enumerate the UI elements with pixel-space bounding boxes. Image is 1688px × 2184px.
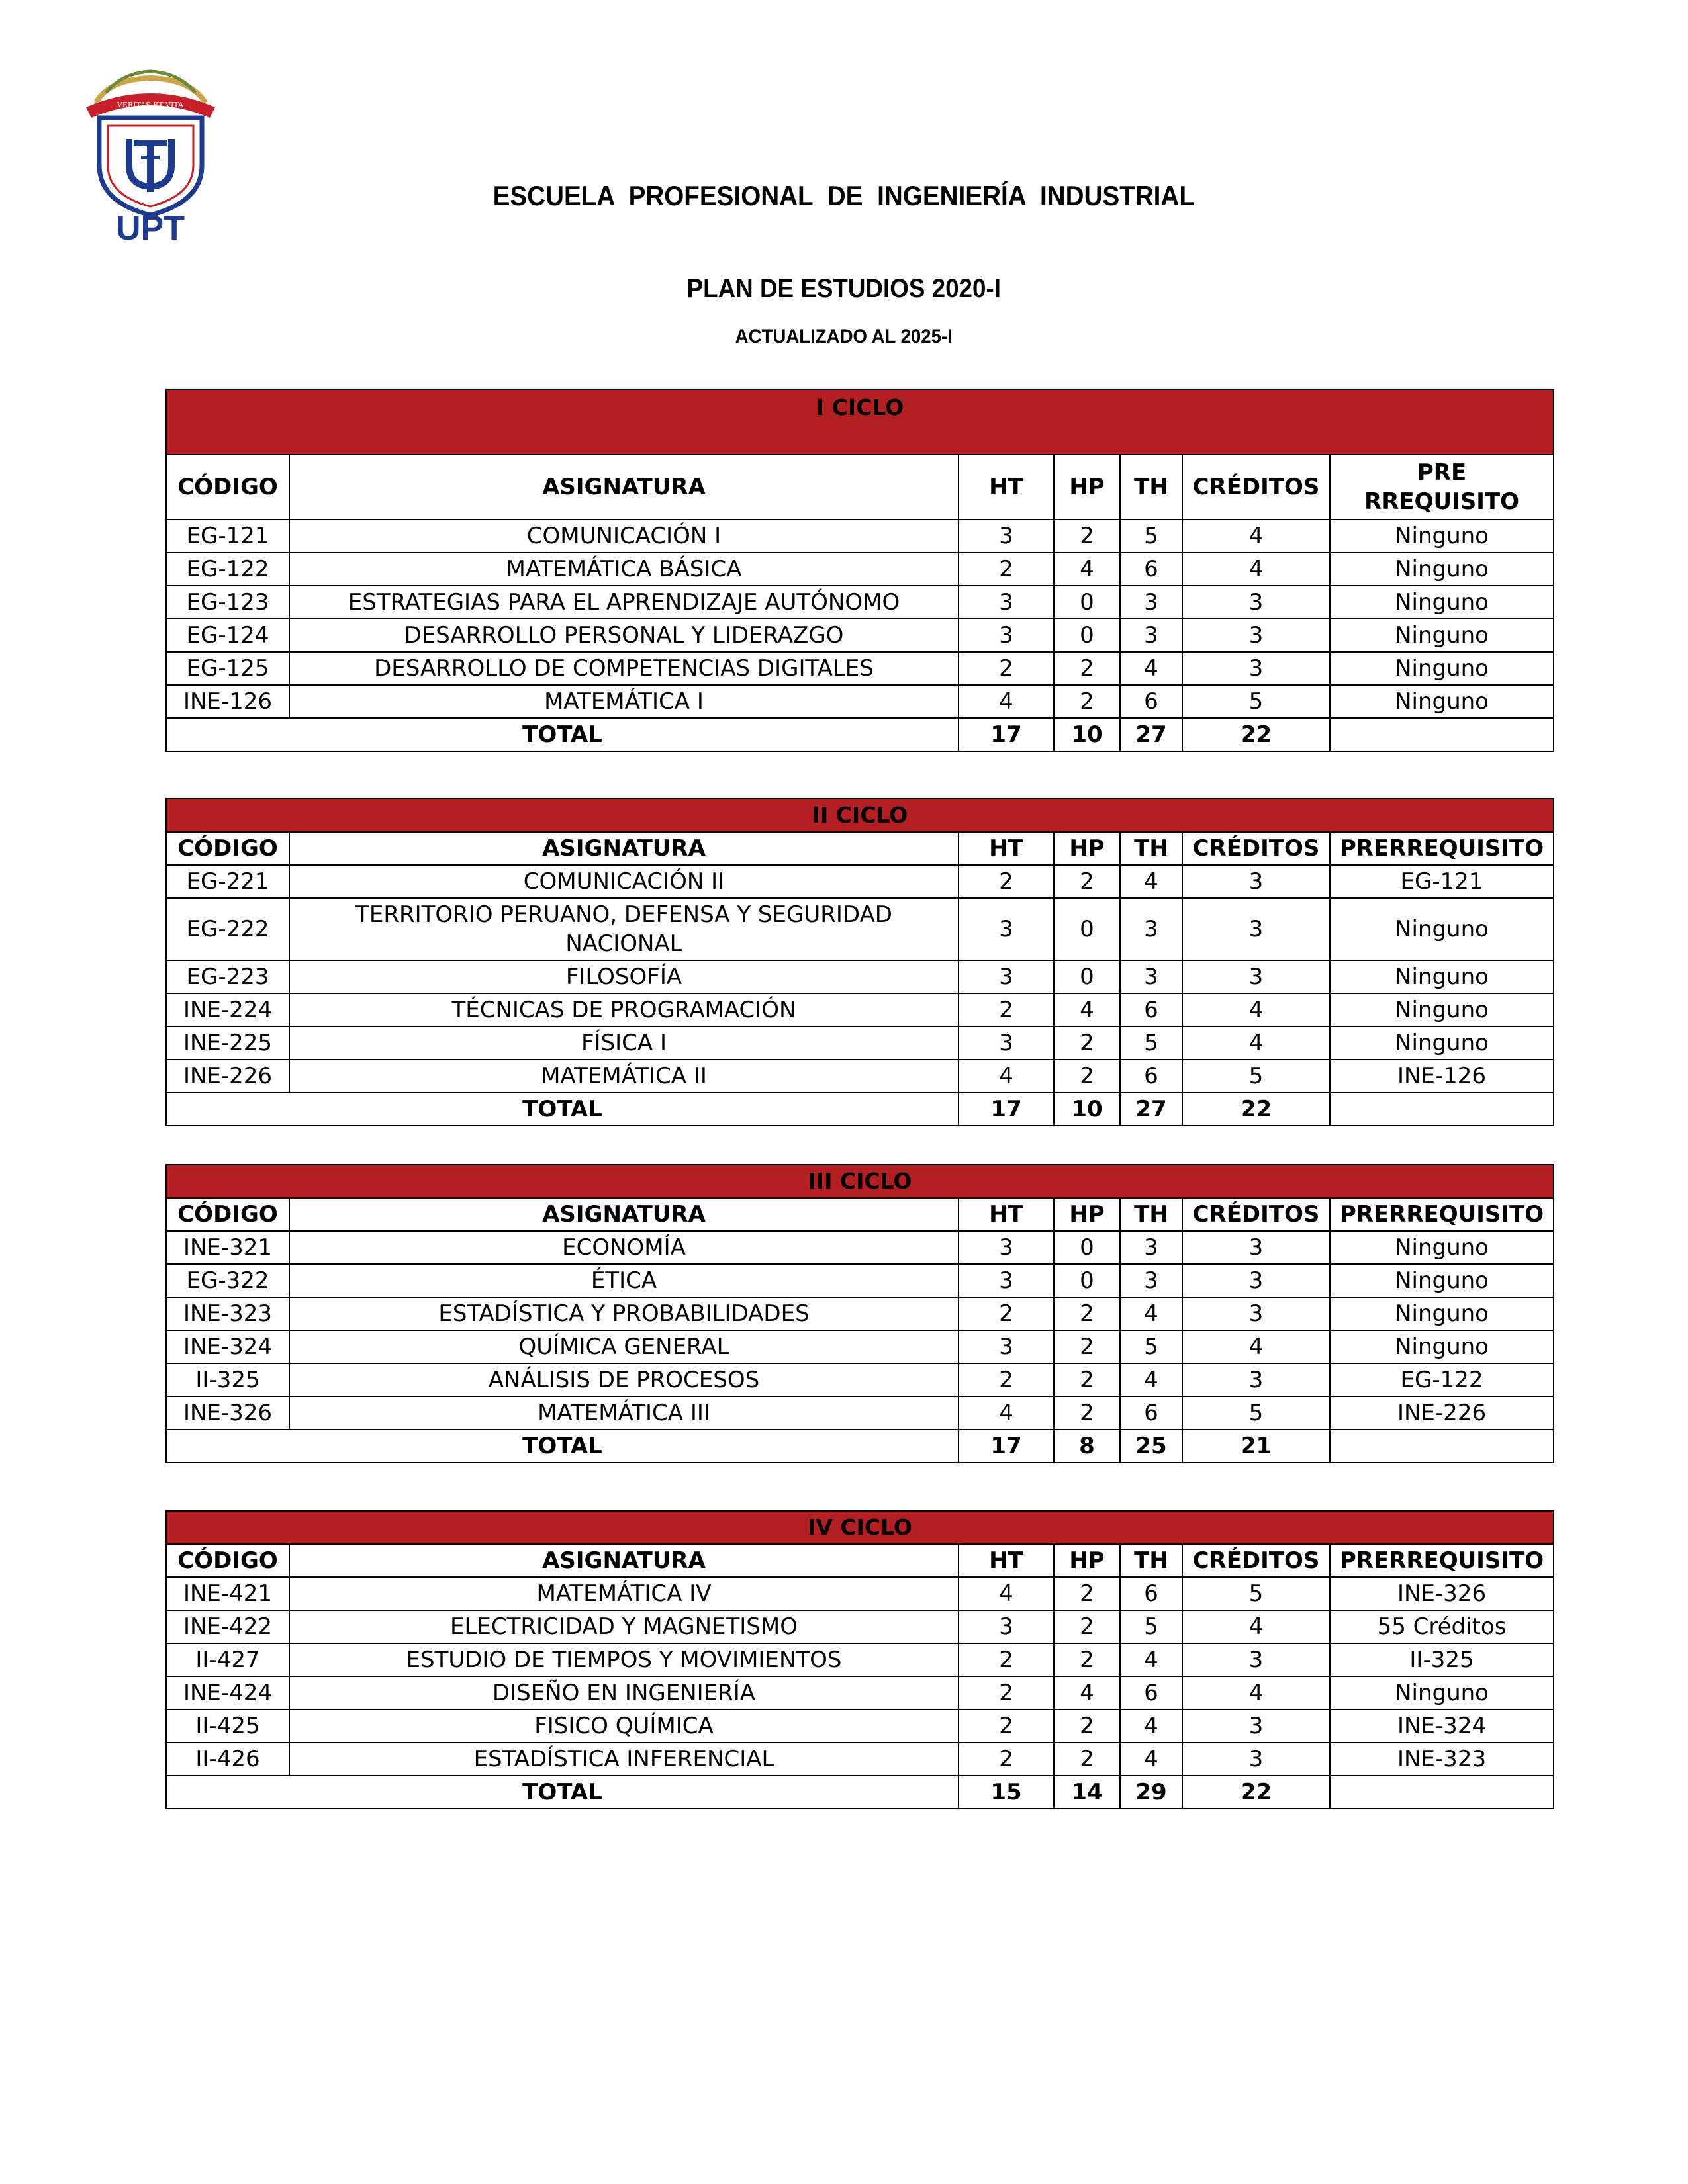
course-prereq: Ninguno — [1330, 619, 1554, 652]
course-prereq: Ninguno — [1330, 1264, 1554, 1297]
course-prereq: II-325 — [1330, 1643, 1554, 1676]
course-credits: 4 — [1182, 1676, 1330, 1709]
course-subject: DESARROLLO PERSONAL Y LIDERAZGO — [289, 619, 959, 652]
col-header-code: CÓDIGO — [166, 455, 289, 520]
course-prereq: EG-121 — [1330, 865, 1554, 898]
course-prereq: Ninguno — [1330, 898, 1554, 960]
course-hp: 2 — [1054, 1396, 1120, 1430]
course-subject: ESTUDIO DE TIEMPOS Y MOVIMIENTOS — [289, 1643, 959, 1676]
course-hp: 0 — [1054, 1264, 1120, 1297]
course-th: 3 — [1120, 586, 1182, 619]
course-row — [166, 1396, 1554, 1430]
course-th: 6 — [1120, 993, 1182, 1026]
course-credits: 3 — [1182, 1231, 1330, 1264]
course-subject: ELECTRICIDAD Y MAGNETISMO — [289, 1610, 959, 1643]
total-label: TOTAL — [166, 718, 959, 751]
course-subject: ECONOMÍA — [289, 1231, 959, 1264]
col-header-ht: HT — [959, 1198, 1054, 1231]
course-code: EG-123 — [166, 586, 289, 619]
course-th: 3 — [1120, 619, 1182, 652]
total-ht: 17 — [959, 1430, 1054, 1463]
school-name: ESCUELA PROFESIONAL DE INGENIERÍA INDUSTRIAL — [492, 180, 1195, 211]
total-th: 27 — [1120, 718, 1182, 751]
course-code: INE-126 — [166, 685, 289, 718]
course-row — [166, 1363, 1554, 1396]
total-label: TOTAL — [166, 1093, 959, 1126]
col-header-hp: HP — [1054, 455, 1120, 520]
course-ht: 4 — [959, 1396, 1054, 1430]
course-prereq: Ninguno — [1330, 993, 1554, 1026]
col-header-subject: ASIGNATURA — [289, 832, 959, 865]
course-th: 3 — [1120, 898, 1182, 960]
course-prereq: INE-323 — [1330, 1743, 1554, 1776]
course-row — [166, 1709, 1554, 1743]
course-prereq: Ninguno — [1330, 553, 1554, 586]
course-credits: 3 — [1182, 1363, 1330, 1396]
total-prereq — [1330, 1430, 1554, 1463]
course-th: 4 — [1120, 1363, 1182, 1396]
course-subject: FÍSICA I — [289, 1026, 959, 1060]
course-ht: 2 — [959, 1643, 1054, 1676]
total-prereq — [1330, 718, 1554, 751]
course-hp: 2 — [1054, 865, 1120, 898]
course-code: EG-125 — [166, 652, 289, 685]
course-code: INE-226 — [166, 1060, 289, 1093]
total-ht: 15 — [959, 1776, 1054, 1809]
course-ht: 2 — [959, 553, 1054, 586]
course-hp: 0 — [1054, 960, 1120, 993]
total-th: 27 — [1120, 1093, 1182, 1126]
cycle-rows — [166, 520, 1554, 718]
course-row — [166, 1026, 1554, 1060]
col-header-hp: HP — [1054, 1544, 1120, 1577]
course-code: INE-321 — [166, 1231, 289, 1264]
course-credits: 3 — [1182, 960, 1330, 993]
course-prereq: Ninguno — [1330, 1297, 1554, 1330]
course-ht: 3 — [959, 1264, 1054, 1297]
course-row — [166, 865, 1554, 898]
course-subject: ESTADÍSTICA Y PROBABILIDADES — [289, 1297, 959, 1330]
course-th: 4 — [1120, 652, 1182, 685]
course-credits: 3 — [1182, 1264, 1330, 1297]
course-subject: DESARROLLO DE COMPETENCIAS DIGITALES — [289, 652, 959, 685]
course-code: II-427 — [166, 1643, 289, 1676]
course-hp: 2 — [1054, 1060, 1120, 1093]
course-hp: 4 — [1054, 993, 1120, 1026]
col-header-prereq — [1330, 455, 1554, 520]
total-credits: 21 — [1182, 1430, 1330, 1463]
course-row — [166, 619, 1554, 652]
cycle-table-4 — [165, 1510, 1554, 1809]
course-ht: 3 — [959, 619, 1054, 652]
total-credits: 22 — [1182, 718, 1330, 751]
course-hp: 0 — [1054, 1231, 1120, 1264]
course-credits: 4 — [1182, 1330, 1330, 1363]
total-th: 25 — [1120, 1430, 1182, 1463]
course-credits: 3 — [1182, 898, 1330, 960]
course-subject: TÉCNICAS DE PROGRAMACIÓN — [289, 993, 959, 1026]
course-ht: 2 — [959, 1363, 1054, 1396]
course-row — [166, 1643, 1554, 1676]
course-code: INE-421 — [166, 1577, 289, 1610]
course-th: 4 — [1120, 1709, 1182, 1743]
course-hp: 2 — [1054, 1709, 1120, 1743]
course-th: 4 — [1120, 1643, 1182, 1676]
course-ht: 2 — [959, 1297, 1054, 1330]
course-prereq: Ninguno — [1330, 685, 1554, 718]
course-hp: 2 — [1054, 1330, 1120, 1363]
cycle-rows — [166, 1577, 1554, 1776]
col-header-code: CÓDIGO — [166, 832, 289, 865]
col-header-th: TH — [1120, 832, 1182, 865]
course-th: 5 — [1120, 1026, 1182, 1060]
course-subject: ÉTICA — [289, 1264, 959, 1297]
course-ht: 3 — [959, 586, 1054, 619]
course-code: EG-223 — [166, 960, 289, 993]
course-ht: 4 — [959, 1060, 1054, 1093]
course-row — [166, 1676, 1554, 1709]
course-ht: 2 — [959, 1743, 1054, 1776]
course-hp: 2 — [1054, 1026, 1120, 1060]
course-hp: 2 — [1054, 520, 1120, 553]
course-code: II-426 — [166, 1743, 289, 1776]
course-ht: 4 — [959, 1577, 1054, 1610]
course-prereq: Ninguno — [1330, 1231, 1554, 1264]
course-hp: 2 — [1054, 1743, 1120, 1776]
course-ht: 2 — [959, 865, 1054, 898]
course-prereq: EG-122 — [1330, 1363, 1554, 1396]
col-header-th: TH — [1120, 1544, 1182, 1577]
total-ht: 17 — [959, 718, 1054, 751]
course-row — [166, 1297, 1554, 1330]
course-hp: 4 — [1054, 1676, 1120, 1709]
course-subject: TERRITORIO PERUANO, DEFENSA Y SEGURIDAD NACIONAL — [289, 898, 959, 960]
course-credits: 3 — [1182, 1709, 1330, 1743]
cycle-rows — [166, 865, 1554, 1093]
course-th: 4 — [1120, 865, 1182, 898]
col-header-credits: CRÉDITOS — [1182, 1198, 1330, 1231]
total-label: TOTAL — [166, 1776, 959, 1809]
upt-logo — [70, 66, 232, 245]
course-prereq: 55 Créditos — [1330, 1610, 1554, 1643]
course-prereq: INE-326 — [1330, 1577, 1554, 1610]
course-ht: 2 — [959, 1709, 1054, 1743]
course-row — [166, 1231, 1554, 1264]
course-ht: 2 — [959, 652, 1054, 685]
course-ht: 3 — [959, 1330, 1054, 1363]
total-hp: 10 — [1054, 718, 1120, 751]
total-th: 29 — [1120, 1776, 1182, 1809]
course-subject: ESTRATEGIAS PARA EL APRENDIZAJE AUTÓNOMO — [289, 586, 959, 619]
course-hp: 2 — [1054, 1610, 1120, 1643]
course-hp: 0 — [1054, 586, 1120, 619]
course-th: 5 — [1120, 520, 1182, 553]
col-header-th: TH — [1120, 455, 1182, 520]
course-credits: 4 — [1182, 1610, 1330, 1643]
course-hp: 0 — [1054, 619, 1120, 652]
course-th: 4 — [1120, 1743, 1182, 1776]
course-hp: 2 — [1054, 685, 1120, 718]
course-credits: 3 — [1182, 1297, 1330, 1330]
course-th: 5 — [1120, 1330, 1182, 1363]
course-prereq: Ninguno — [1330, 1026, 1554, 1060]
course-hp: 2 — [1054, 1297, 1120, 1330]
total-label: TOTAL — [166, 1430, 959, 1463]
col-header-hp: HP — [1054, 1198, 1120, 1231]
course-credits: 4 — [1182, 1026, 1330, 1060]
course-subject: FILOSOFÍA — [289, 960, 959, 993]
course-prereq: INE-126 — [1330, 1060, 1554, 1093]
course-code: EG-122 — [166, 553, 289, 586]
total-prereq — [1330, 1093, 1554, 1126]
course-row — [166, 960, 1554, 993]
course-hp: 2 — [1054, 1643, 1120, 1676]
cycle-title: II CICLO — [166, 799, 1554, 832]
course-th: 4 — [1120, 1297, 1182, 1330]
col-header-credits: CRÉDITOS — [1182, 832, 1330, 865]
col-header-subject: ASIGNATURA — [289, 455, 959, 520]
course-ht: 4 — [959, 685, 1054, 718]
course-hp: 4 — [1054, 553, 1120, 586]
total-hp: 10 — [1054, 1093, 1120, 1126]
col-header-hp: HP — [1054, 832, 1120, 865]
cycle-title: I CICLO — [166, 390, 1554, 455]
course-credits: 5 — [1182, 1060, 1330, 1093]
logo-motto: VERITAS ET VITA — [117, 101, 184, 109]
course-prereq: Ninguno — [1330, 586, 1554, 619]
course-prereq: INE-324 — [1330, 1709, 1554, 1743]
course-prereq: Ninguno — [1330, 520, 1554, 553]
col-header-prereq-line1: PRE — [1417, 459, 1467, 486]
total-hp: 14 — [1054, 1776, 1120, 1809]
course-code: II-425 — [166, 1709, 289, 1743]
course-credits: 5 — [1182, 1577, 1330, 1610]
course-code: INE-424 — [166, 1676, 289, 1709]
course-credits: 4 — [1182, 553, 1330, 586]
cycle-table-3 — [165, 1164, 1554, 1463]
course-subject: MATEMÁTICA II — [289, 1060, 959, 1093]
course-th: 3 — [1120, 1231, 1182, 1264]
course-ht: 3 — [959, 1610, 1054, 1643]
course-prereq: INE-226 — [1330, 1396, 1554, 1430]
course-th: 3 — [1120, 960, 1182, 993]
cycle-table-2 — [165, 798, 1554, 1126]
course-hp: 2 — [1054, 1363, 1120, 1396]
course-prereq: Ninguno — [1330, 652, 1554, 685]
course-credits: 4 — [1182, 520, 1330, 553]
col-header-ht: HT — [959, 1544, 1054, 1577]
col-header-ht: HT — [959, 455, 1054, 520]
course-th: 6 — [1120, 553, 1182, 586]
course-subject: COMUNICACIÓN I — [289, 520, 959, 553]
cycle-title: III CICLO — [166, 1165, 1554, 1198]
course-th: 6 — [1120, 1060, 1182, 1093]
col-header-th: TH — [1120, 1198, 1182, 1231]
col-header-prereq-line2: RREQUISITO — [1364, 488, 1520, 515]
course-hp: 2 — [1054, 1577, 1120, 1610]
col-header-subject: ASIGNATURA — [289, 1198, 959, 1231]
total-credits: 22 — [1182, 1776, 1330, 1809]
course-subject: DISEÑO EN INGENIERÍA — [289, 1676, 959, 1709]
course-row — [166, 1264, 1554, 1297]
updated-label: ACTUALIZADO AL 2025-I — [735, 326, 953, 347]
course-ht: 3 — [959, 520, 1054, 553]
course-subject: MATEMÁTICA III — [289, 1396, 959, 1430]
course-code: INE-224 — [166, 993, 289, 1026]
col-header-ht: HT — [959, 832, 1054, 865]
col-header-prereq: PRERREQUISITO — [1330, 832, 1554, 865]
course-subject: ANÁLISIS DE PROCESOS — [289, 1363, 959, 1396]
course-credits: 3 — [1182, 652, 1330, 685]
course-subject: FISICO QUÍMICA — [289, 1709, 959, 1743]
course-ht: 3 — [959, 1231, 1054, 1264]
course-row — [166, 898, 1554, 960]
course-subject: COMUNICACIÓN II — [289, 865, 959, 898]
course-code: INE-422 — [166, 1610, 289, 1643]
course-code: INE-326 — [166, 1396, 289, 1430]
course-row — [166, 1610, 1554, 1643]
course-th: 6 — [1120, 1396, 1182, 1430]
course-ht: 3 — [959, 898, 1054, 960]
course-th: 6 — [1120, 685, 1182, 718]
course-code: INE-323 — [166, 1297, 289, 1330]
total-hp: 8 — [1054, 1430, 1120, 1463]
course-row — [166, 993, 1554, 1026]
col-header-code: CÓDIGO — [166, 1198, 289, 1231]
course-credits: 4 — [1182, 993, 1330, 1026]
col-header-credits: CRÉDITOS — [1182, 455, 1330, 520]
course-row — [166, 1577, 1554, 1610]
course-hp: 0 — [1054, 898, 1120, 960]
course-credits: 5 — [1182, 1396, 1330, 1430]
col-header-credits: CRÉDITOS — [1182, 1544, 1330, 1577]
course-code: INE-225 — [166, 1026, 289, 1060]
course-row — [166, 553, 1554, 586]
course-row — [166, 685, 1554, 718]
course-code: INE-324 — [166, 1330, 289, 1363]
course-th: 3 — [1120, 1264, 1182, 1297]
course-ht: 2 — [959, 1676, 1054, 1709]
course-code: EG-222 — [166, 898, 289, 960]
course-subject: MATEMÁTICA BÁSICA — [289, 553, 959, 586]
course-code: EG-221 — [166, 865, 289, 898]
course-subject: ESTADÍSTICA INFERENCIAL — [289, 1743, 959, 1776]
course-credits: 3 — [1182, 865, 1330, 898]
col-header-prereq: PRERREQUISITO — [1330, 1544, 1554, 1577]
col-header-subject: ASIGNATURA — [289, 1544, 959, 1577]
cycle-title: IV CICLO — [166, 1511, 1554, 1544]
course-credits: 5 — [1182, 685, 1330, 718]
course-credits: 3 — [1182, 1743, 1330, 1776]
total-credits: 22 — [1182, 1093, 1330, 1126]
col-header-code: CÓDIGO — [166, 1544, 289, 1577]
course-row — [166, 586, 1554, 619]
course-th: 6 — [1120, 1577, 1182, 1610]
course-subject: MATEMÁTICA IV — [289, 1577, 959, 1610]
course-ht: 3 — [959, 1026, 1054, 1060]
course-code: EG-124 — [166, 619, 289, 652]
course-credits: 3 — [1182, 1643, 1330, 1676]
course-th: 6 — [1120, 1676, 1182, 1709]
course-hp: 2 — [1054, 652, 1120, 685]
course-ht: 3 — [959, 960, 1054, 993]
logo-text: UPT — [116, 209, 185, 245]
course-prereq: Ninguno — [1330, 1676, 1554, 1709]
total-prereq — [1330, 1776, 1554, 1809]
course-credits: 3 — [1182, 586, 1330, 619]
col-header-prereq: PRERREQUISITO — [1330, 1198, 1554, 1231]
course-subject: MATEMÁTICA I — [289, 685, 959, 718]
course-row — [166, 520, 1554, 553]
course-credits: 3 — [1182, 619, 1330, 652]
course-ht: 2 — [959, 993, 1054, 1026]
cycle-rows — [166, 1231, 1554, 1430]
course-prereq: Ninguno — [1330, 960, 1554, 993]
course-prereq: Ninguno — [1330, 1330, 1554, 1363]
course-row — [166, 1743, 1554, 1776]
course-code: EG-322 — [166, 1264, 289, 1297]
plan-title: PLAN DE ESTUDIOS 2020-I — [686, 274, 1001, 303]
course-row — [166, 1060, 1554, 1093]
cycle-table-1 — [165, 389, 1554, 752]
course-row — [166, 652, 1554, 685]
course-subject: QUÍMICA GENERAL — [289, 1330, 959, 1363]
total-ht: 17 — [959, 1093, 1054, 1126]
course-code: EG-121 — [166, 520, 289, 553]
course-code: II-325 — [166, 1363, 289, 1396]
course-row — [166, 1330, 1554, 1363]
course-th: 5 — [1120, 1610, 1182, 1643]
